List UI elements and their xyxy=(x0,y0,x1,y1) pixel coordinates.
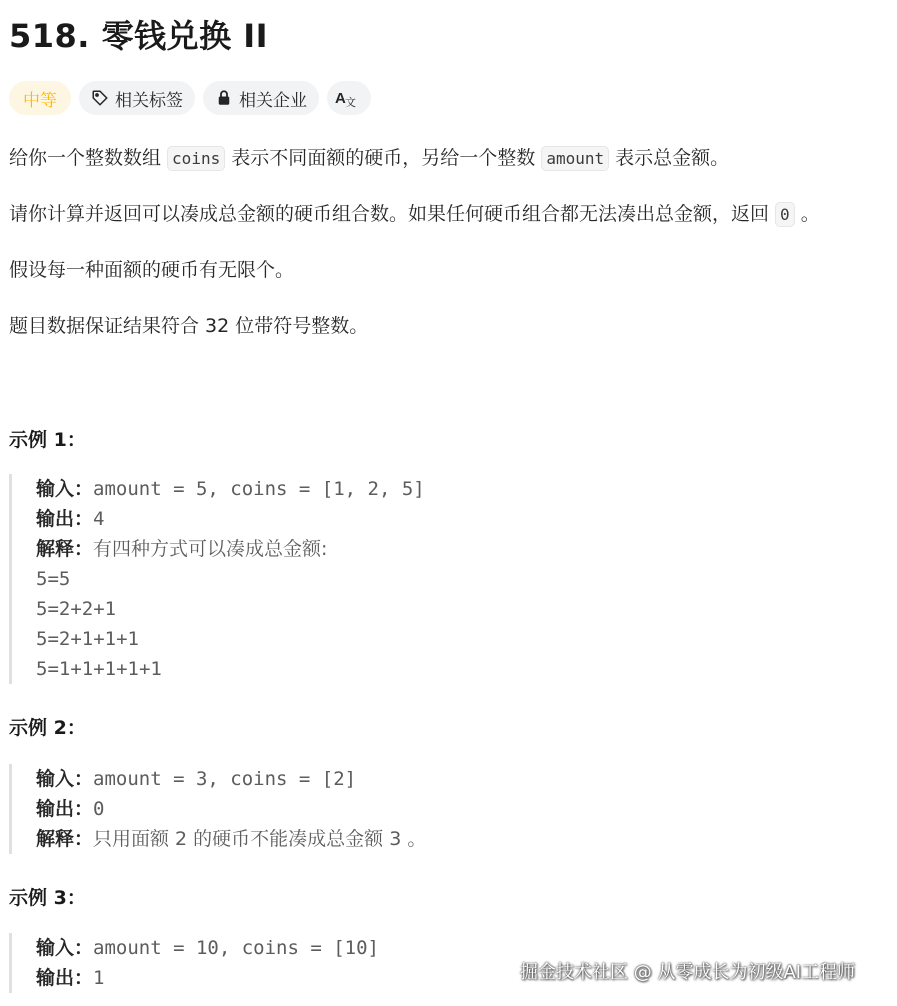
example-3-block xyxy=(9,933,379,993)
example-1-explanation: 解释：有四种方式可以凑成总金额: xyxy=(36,538,328,560)
example-2-input: 输入：amount = 3, coins = [2] xyxy=(36,768,357,790)
example-2-block xyxy=(9,764,426,854)
description-paragraph-3: 假设每一种面额的硬币有无限个。 xyxy=(9,259,295,281)
example-1-output: 输出：4 xyxy=(36,508,105,530)
example-2-explanation: 解释：只用面额 2 的硬币不能凑成总金额 3 。 xyxy=(36,828,427,850)
example-3-output: 输出：1 xyxy=(36,967,105,989)
translate-button[interactable] xyxy=(327,81,371,115)
related-companies-label: 相关企业 xyxy=(239,90,307,111)
related-tags-button[interactable] xyxy=(79,81,195,115)
tag-icon xyxy=(91,89,109,107)
difficulty-badge[interactable]: 中等 xyxy=(9,81,71,115)
example-1-extra-line: 5=5 xyxy=(36,568,71,590)
translate-icon xyxy=(335,88,357,108)
example-1-extra-line: 5=1+1+1+1+1 xyxy=(36,658,162,680)
watermark: 掘金技术社区 @ 从零成长为初级AI工程师 xyxy=(520,962,856,983)
tag-bar xyxy=(9,81,371,115)
related-companies-button[interactable] xyxy=(203,81,319,115)
example-1-block xyxy=(9,474,425,684)
example-1-extra-line: 5=2+1+1+1 xyxy=(36,628,139,650)
inline-code-coins: coins xyxy=(167,146,225,171)
problem-title: 518. 零钱兑换 II xyxy=(9,17,269,55)
example-1-input: 输入：amount = 5, coins = [1, 2, 5] xyxy=(36,478,425,500)
inline-code-amount: amount xyxy=(541,146,609,171)
related-tags-label: 相关标签 xyxy=(115,90,183,111)
example-1-title: 示例 1： xyxy=(9,429,86,451)
example-1-extra-line: 5=2+2+1 xyxy=(36,598,117,620)
example-3-title: 示例 3： xyxy=(9,887,86,909)
example-2-title: 示例 2： xyxy=(9,717,86,739)
svg-text:文: 文 xyxy=(345,96,356,108)
example-3-input: 输入：amount = 10, coins = [10] xyxy=(36,937,379,959)
description-paragraph-4: 题目数据保证结果符合 32 位带符号整数。 xyxy=(9,315,369,337)
example-2-output: 输出：0 xyxy=(36,798,105,820)
description-paragraph-1: 给你一个整数数组 coins 表示不同面额的硬币，另给一个整数 amount 表示总金额。 xyxy=(9,147,730,169)
description-paragraph-2: 请你计算并返回可以凑成总金额的硬币组合数。如果任何硬币组合都无法凑出总金额，返回 0 。 xyxy=(9,203,820,225)
svg-text:A: A xyxy=(335,90,346,107)
inline-code-zero: 0 xyxy=(775,202,795,227)
lock-icon xyxy=(215,89,233,107)
